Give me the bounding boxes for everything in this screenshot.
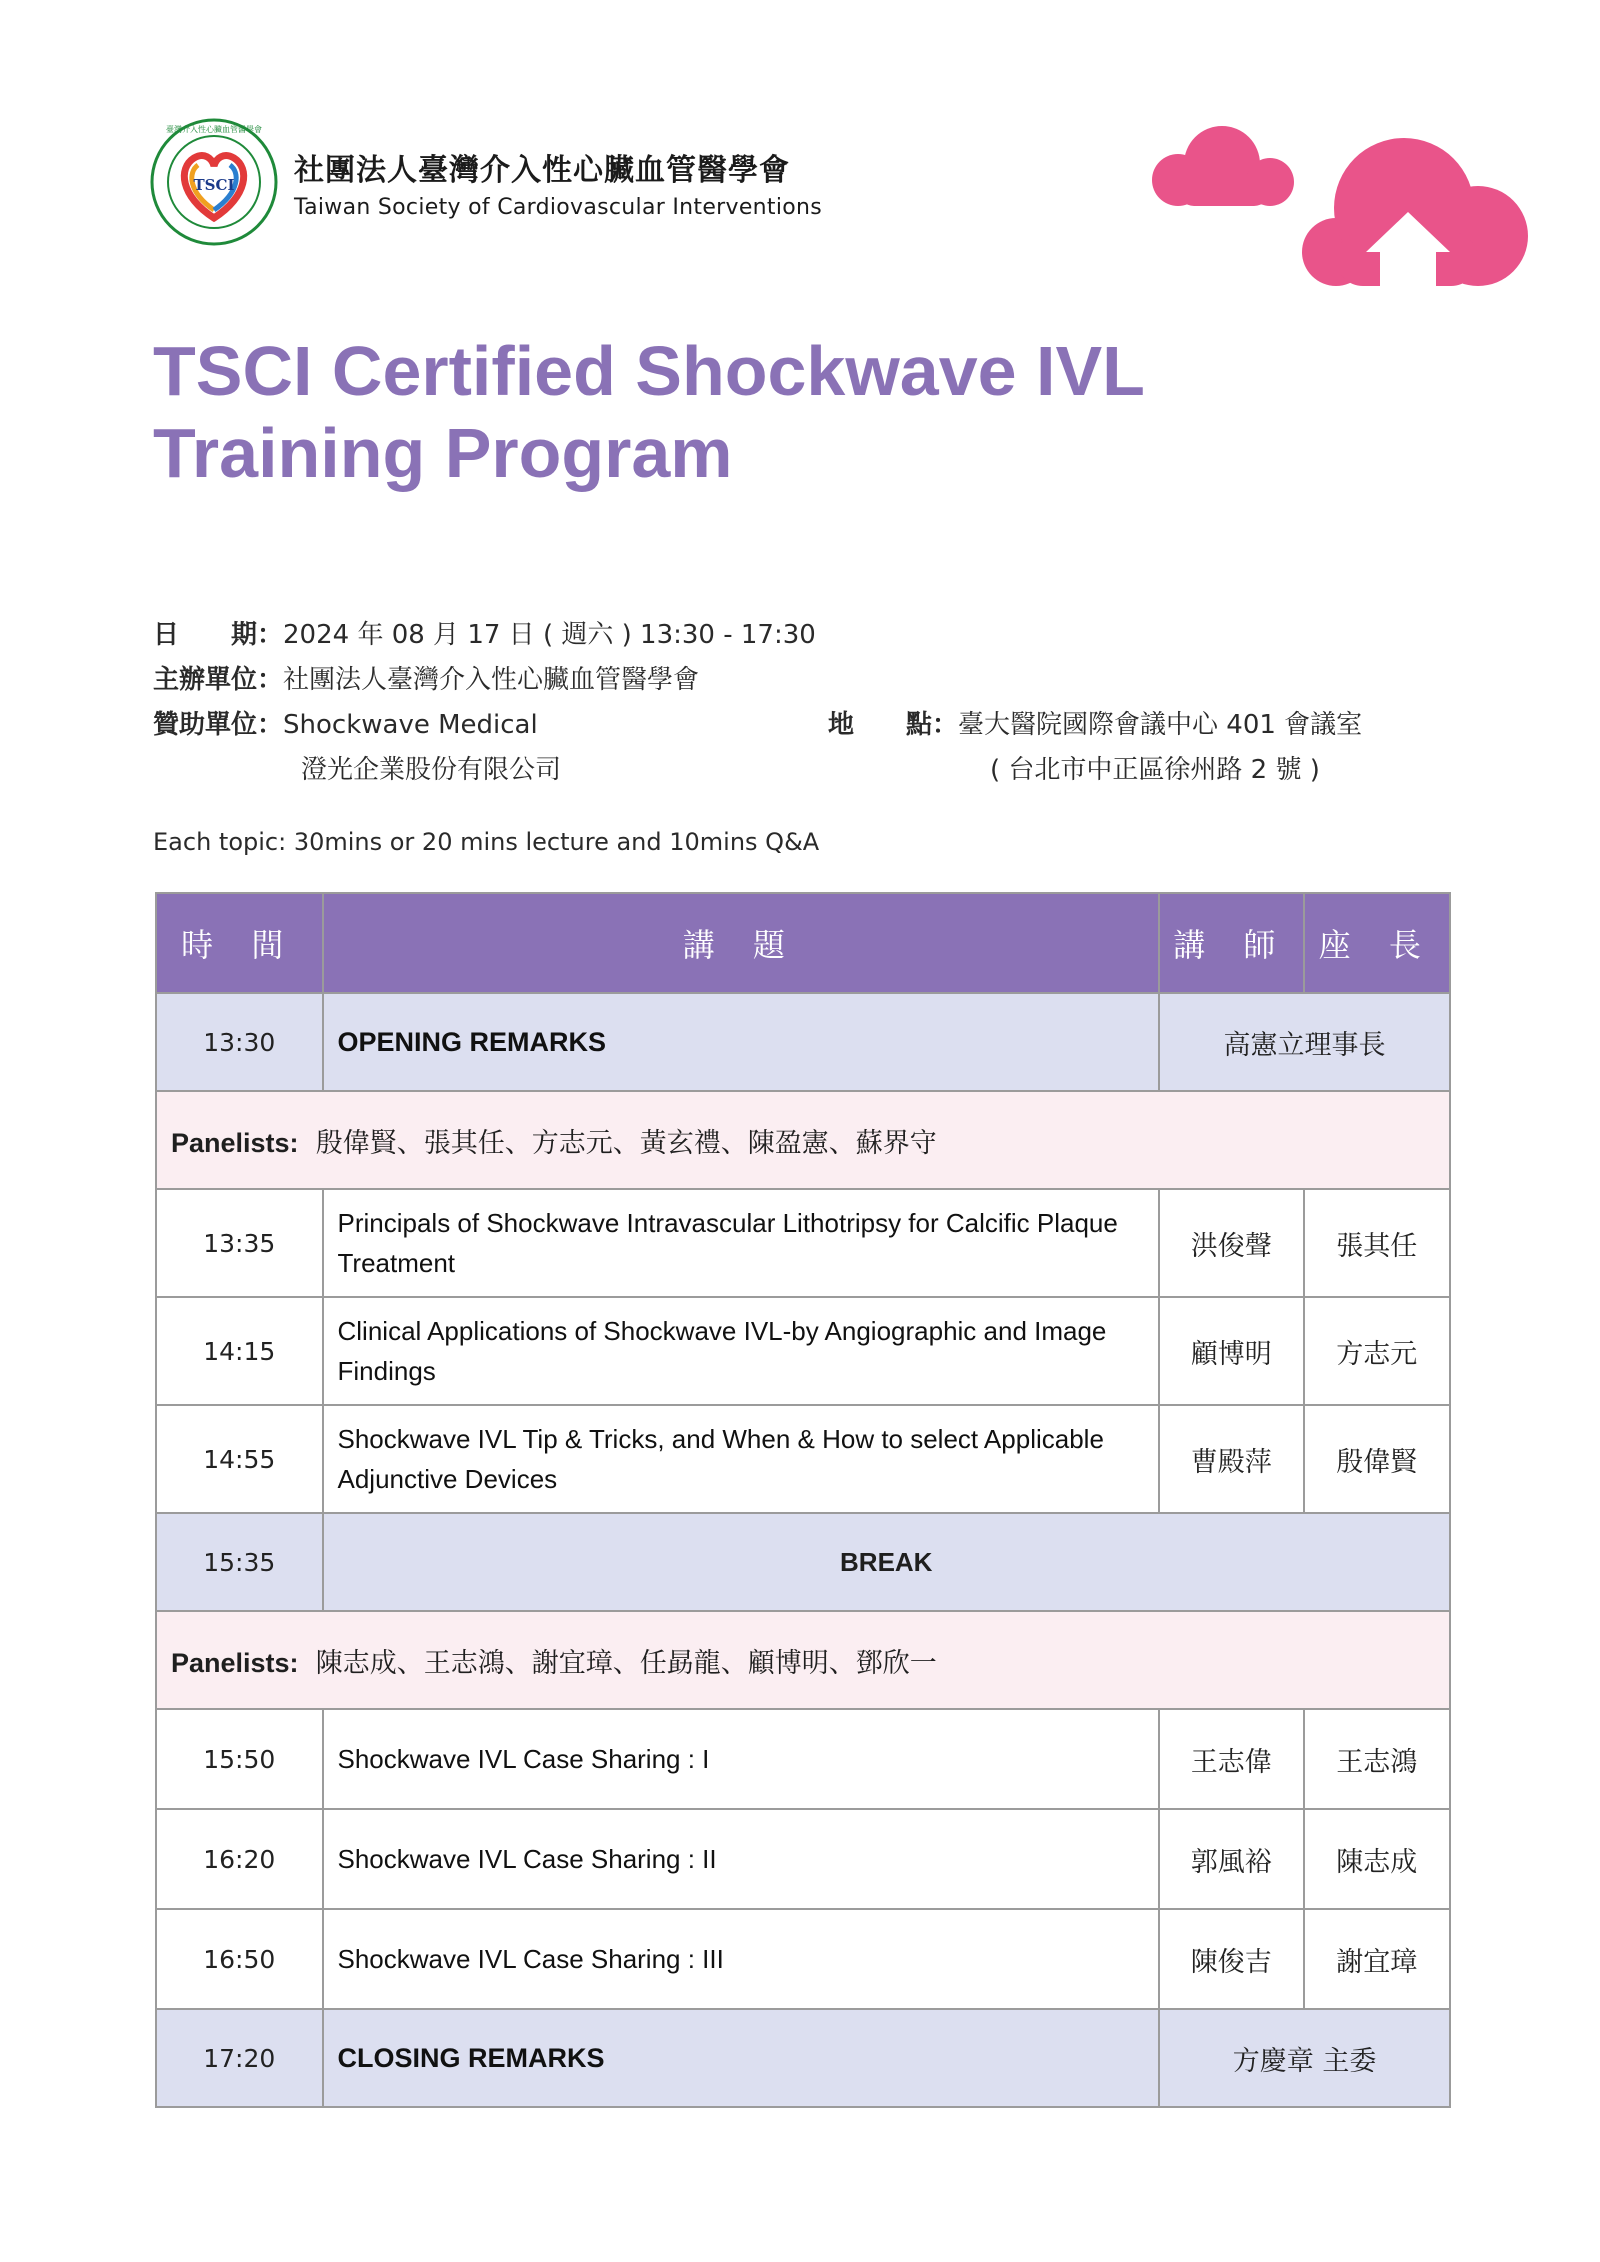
venue-row — [828, 704, 1362, 741]
date-label: 日 期： — [153, 620, 284, 650]
panelists-label: Panelists: — [171, 1647, 299, 1678]
table-row — [156, 1405, 1450, 1513]
sponsor-row — [153, 704, 538, 741]
topic-cell: Shockwave IVL Case Sharing : I — [323, 1709, 1160, 1809]
svg-text:臺灣介入性心臟血管醫學會: 臺灣介入性心臟血管醫學會 — [166, 125, 262, 134]
speaker-cell: 郭風裕 — [1159, 1809, 1303, 1909]
table-header-row — [156, 893, 1450, 993]
speaker-cell: 曹殿萍 — [1159, 1405, 1303, 1513]
topic-cell: Clinical Applications of Shockwave IVL-by Angiographic and Image Findings — [323, 1297, 1160, 1405]
speaker-cell: 洪俊聲 — [1159, 1189, 1303, 1297]
time-cell: 13:35 — [156, 1189, 323, 1297]
panelists-names: 殷偉賢、張其任、方志元、黃玄禮、陳盈憲、蘇界守 — [315, 1127, 937, 1159]
header-topic: 講 題 — [323, 893, 1160, 993]
chair-cell: 殷偉賢 — [1304, 1405, 1450, 1513]
svg-text:TSCI: TSCI — [193, 176, 235, 194]
speaker-cell: 陳俊吉 — [1159, 1909, 1303, 2009]
host-row — [153, 659, 699, 696]
chair-cell: 方志元 — [1304, 1297, 1450, 1405]
venue-value-1: 臺大醫院國際會議中心 401 會議室 — [958, 710, 1363, 740]
host-person-cell: 高憲立理事長 — [1159, 993, 1450, 1091]
org-header — [150, 118, 822, 246]
time-cell: 13:30 — [156, 993, 323, 1091]
sponsor-label: 贊助單位： — [153, 710, 284, 740]
chair-cell: 張其任 — [1304, 1189, 1450, 1297]
panelists-label: Panelists: — [171, 1127, 299, 1158]
table-row — [156, 1809, 1450, 1909]
time-cell: 14:55 — [156, 1405, 323, 1513]
panelists-names: 陳志成、王志鴻、謝宜璋、任勗龍、顧博明、鄧欣一 — [315, 1647, 937, 1679]
table-row-closing — [156, 2009, 1450, 2107]
org-name-zh: 社團法人臺灣介入性心臟血管醫學會 — [294, 152, 790, 188]
topic-cell: Shockwave IVL Case Sharing : III — [323, 1909, 1160, 2009]
venue-label: 地 點： — [828, 710, 959, 740]
sponsor-value-2: 澄光企業股份有限公司 — [301, 755, 562, 785]
break-cell: BREAK — [323, 1513, 1451, 1611]
speaker-cell: 王志偉 — [1159, 1709, 1303, 1809]
panelists-row-2 — [156, 1611, 1450, 1709]
header-time: 時 間 — [156, 893, 323, 993]
page-title — [153, 330, 1253, 494]
topic-cell: Shockwave IVL Case Sharing : II — [323, 1809, 1160, 1909]
table-row-break — [156, 1513, 1450, 1611]
time-cell: 16:20 — [156, 1809, 323, 1909]
panelists-cell — [156, 1091, 1450, 1189]
topic-note: Each topic: 30mins or 20 mins lecture and 10mins Q&A — [153, 828, 820, 856]
topic-cell: CLOSING REMARKS — [323, 2009, 1160, 2107]
title-line-1: TSCI Certified Shockwave IVL — [153, 332, 1145, 410]
speaker-cell: 顧博明 — [1159, 1297, 1303, 1405]
time-cell: 14:15 — [156, 1297, 323, 1405]
org-name-en: Taiwan Society of Cardiovascular Interventions — [294, 194, 823, 220]
topic-cell: Principals of Shockwave Intravascular Lithotripsy for Calcific Plaque Treatment — [323, 1189, 1160, 1297]
panelists-cell — [156, 1611, 1450, 1709]
time-cell: 15:50 — [156, 1709, 323, 1809]
host-person-cell: 方慶章 主委 — [1159, 2009, 1450, 2107]
time-cell: 15:35 — [156, 1513, 323, 1611]
tsci-logo — [150, 118, 278, 246]
host-value: 社團法人臺灣介入性心臟血管醫學會 — [283, 665, 700, 695]
time-cell: 17:20 — [156, 2009, 323, 2107]
title-line-2: Training Program — [153, 414, 733, 492]
topic-cell: Shockwave IVL Tip & Tricks, and When & How to select Applicable Adjunctive Devices — [323, 1405, 1160, 1513]
chair-cell: 謝宜璋 — [1304, 1909, 1450, 2009]
time-cell: 16:50 — [156, 1909, 323, 2009]
cloud-home-icon — [1140, 112, 1540, 292]
topic-cell: OPENING REMARKS — [323, 993, 1160, 1091]
date-row — [153, 614, 816, 651]
chair-cell: 陳志成 — [1304, 1809, 1450, 1909]
table-row — [156, 1709, 1450, 1809]
table-row — [156, 1909, 1450, 2009]
host-label: 主辦單位： — [153, 665, 284, 695]
date-value: 2024 年 08 月 17 日 ( 週六 ) 13:30 - 17:30 — [283, 620, 816, 650]
table-row — [156, 1297, 1450, 1405]
table-row-opening — [156, 993, 1450, 1091]
header-chair: 座 長 — [1304, 893, 1450, 993]
schedule-table — [155, 892, 1451, 2108]
table-row — [156, 1189, 1450, 1297]
header-speaker: 講 師 — [1159, 893, 1303, 993]
panelists-row-1 — [156, 1091, 1450, 1189]
sponsor-value-1: Shockwave Medical — [283, 710, 538, 740]
venue-value-2: ( 台北市中正區徐州路 2 號 ) — [990, 755, 1320, 785]
chair-cell: 王志鴻 — [1304, 1709, 1450, 1809]
